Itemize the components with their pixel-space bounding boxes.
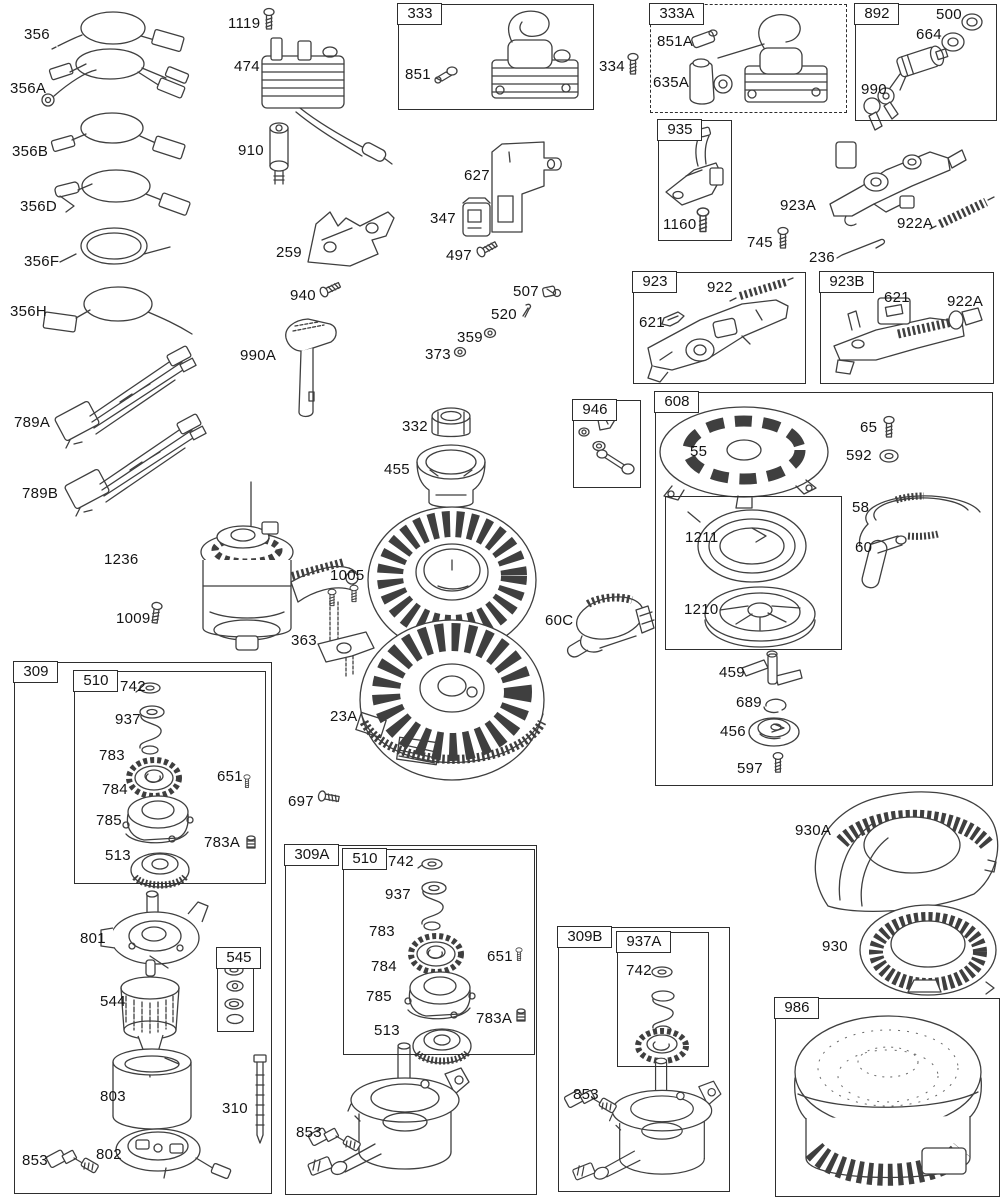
part-callout-783A: 783A [204,834,241,851]
part-callout-356F: 356F [24,253,60,270]
key-990A [286,319,336,417]
part-callout-689: 689 [736,694,762,711]
part-callout-651: 651 [487,948,513,965]
group-608-inner [665,496,842,650]
part-callout-922A: 922A [947,293,984,310]
part-callout-627: 627 [464,167,490,184]
group-892-label: 892 [854,3,899,25]
bracket-627 [492,142,561,232]
part-callout-65: 65 [860,419,878,436]
screw-697 [318,790,340,803]
group-892 [855,4,997,121]
screw-1009 [150,602,163,624]
part-callout-990: 990 [861,81,887,98]
part-callout-853: 853 [296,1124,322,1141]
group-937A [617,932,709,1067]
part-callout-356D: 356D [20,198,58,215]
group-923B-label: 923B [819,271,874,293]
part-callout-363: 363 [291,632,317,649]
part-callout-922: 922 [707,279,733,296]
part-callout-1009: 1009 [116,610,151,627]
part-callout-851A: 851A [657,33,694,50]
clutch-363 [318,585,374,678]
part-callout-513: 513 [105,847,131,864]
part-callout-356B: 356B [12,143,49,160]
group-946 [573,400,641,488]
group-923-label: 923 [632,271,677,293]
starter-cup-455 [417,445,485,507]
part-callout-236: 236 [809,249,835,266]
part-callout-742: 742 [626,962,652,979]
part-callout-853: 853 [573,1086,599,1103]
link-236 [837,239,884,258]
group-510-label: 510 [73,670,118,692]
wire-356F [60,228,170,264]
group-986-label: 986 [774,997,819,1019]
part-callout-910: 910 [238,142,264,159]
part-callout-592: 592 [846,447,872,464]
part-callout-745: 745 [747,234,773,251]
part-callout-356: 356 [24,26,50,43]
part-callout-789A: 789A [14,414,51,431]
screw-745 [778,228,788,249]
blower-screen-930 [860,905,996,995]
part-callout-742: 742 [388,853,414,870]
ignition-coil-474 [262,38,392,164]
part-callout-459: 459 [719,664,745,681]
switch-347 [463,198,490,236]
part-callout-55: 55 [690,443,708,460]
part-callout-783: 783 [99,747,125,764]
wire-356H [43,287,192,334]
part-callout-1005: 1005 [330,567,365,584]
group-946-label: 946 [572,399,617,421]
part-callout-930: 930 [822,938,848,955]
part-callout-23A: 23A [330,708,358,725]
part-callout-497: 497 [446,247,472,264]
starter-motor-1236 [201,482,358,650]
wire-356 [52,12,184,52]
nut-359 [485,329,496,338]
part-callout-789B: 789B [22,485,59,502]
part-callout-784: 784 [102,781,128,798]
part-callout-356A: 356A [10,80,47,97]
part-callout-621: 621 [884,289,910,306]
part-callout-60C: 60C [545,612,574,629]
pin-520 [523,304,530,317]
wire-356B [51,113,185,159]
part-callout-651: 651 [217,768,243,785]
part-callout-513: 513 [374,1022,400,1039]
screw-940 [319,280,342,298]
part-callout-742: 742 [120,678,146,695]
part-callout-783: 783 [369,923,395,940]
part-callout-930A: 930A [795,822,832,839]
part-callout-60: 60 [855,539,873,556]
group-333A-label: 333A [649,3,704,25]
standoff-910 [270,123,288,184]
group-510A-label: 510 [342,848,387,870]
group-608-label: 608 [654,391,699,413]
part-callout-259: 259 [276,244,302,261]
part-callout-937: 937 [385,886,411,903]
part-callout-1211: 1211 [685,529,719,546]
screw-1119 [264,9,274,30]
group-309B-label: 309B [557,926,612,948]
part-callout-990A: 990A [240,347,277,364]
group-309A-label: 309A [284,844,339,866]
screw-334 [628,54,638,75]
part-callout-500: 500 [936,6,962,23]
part-callout-597: 597 [737,760,763,777]
part-callout-58: 58 [852,499,870,516]
part-callout-621: 621 [639,314,665,331]
group-309-label: 309 [13,661,58,683]
part-callout-803: 803 [100,1088,126,1105]
screw-497 [476,240,499,258]
part-callout-1119: 1119 [228,15,261,32]
part-callout-785: 785 [96,812,122,829]
part-callout-359: 359 [457,329,483,346]
bracket-259 [308,212,394,266]
part-callout-635A: 635A [653,74,690,91]
group-545 [217,948,254,1032]
part-callout-1210: 1210 [684,601,719,618]
part-callout-940: 940 [290,287,316,304]
part-callout-456: 456 [720,723,746,740]
part-callout-922A: 922A [897,215,934,232]
part-callout-334: 334 [599,58,625,75]
part-callout-1236: 1236 [104,551,139,568]
spring-922A-loose [930,197,994,229]
part-callout-507: 507 [513,283,539,300]
part-callout-347: 347 [430,210,456,227]
part-callout-785: 785 [366,988,392,1005]
part-callout-664: 664 [916,26,942,43]
group-333A [650,4,847,113]
part-callout-1160: 1160 [663,216,697,233]
part-callout-373: 373 [425,346,451,363]
part-callout-783A: 783A [476,1010,513,1027]
part-callout-332: 332 [402,418,428,435]
part-callout-851: 851 [405,66,431,83]
part-callout-801: 801 [80,930,106,947]
brake-60C [568,590,654,657]
group-545-label: 545 [216,947,261,969]
group-986 [775,998,1000,1197]
group-935-label: 935 [657,119,702,141]
part-callout-923A: 923A [780,197,817,214]
part-callout-544: 544 [100,993,126,1010]
part-callout-520: 520 [491,306,517,323]
part-callout-802: 802 [96,1146,122,1163]
wire-356D [54,170,190,216]
part-callout-937: 937 [115,711,141,728]
part-callout-455: 455 [384,461,410,478]
part-callout-356H: 356H [10,303,48,320]
wire-356A [42,49,189,106]
group-333-label: 333 [397,3,442,25]
part-callout-853: 853 [22,1152,48,1169]
part-callout-310: 310 [222,1100,248,1117]
part-callout-697: 697 [288,793,314,810]
flywheel-ring-gear-23A [356,620,544,780]
control-bracket-923A [830,142,966,226]
blower-housing-930A [815,792,997,911]
group-333 [398,4,594,110]
group-937A-label: 937A [616,931,671,953]
nut-373 [455,348,466,357]
terminal-507 [542,286,560,297]
part-callout-784: 784 [371,958,397,975]
nut-332 [432,408,470,437]
part-callout-474: 474 [234,58,260,75]
